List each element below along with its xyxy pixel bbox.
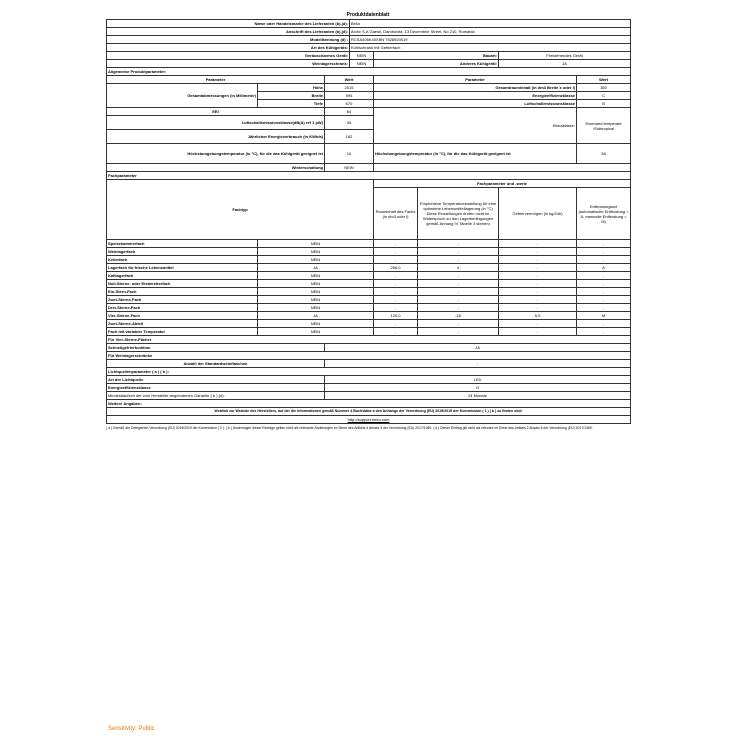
row-value-2: Freistehendes Gerät	[499, 52, 631, 60]
compartment-volume: -	[374, 248, 418, 256]
compartment-defrost: -	[577, 256, 631, 264]
compartment-present: NEIN	[258, 256, 374, 264]
eei-value: 84	[325, 108, 374, 116]
empty-cell	[374, 164, 631, 172]
section-heading: Für Vier-Sterne-Fächer	[107, 336, 631, 344]
compartment-freezing: -	[499, 304, 577, 312]
min-temp-label: Höchstumgebungstemperatur (in °C), für die das Kühlgerät geeignet ist	[107, 144, 325, 164]
compartment-defrost: -	[577, 248, 631, 256]
row-label: Weinlagerschrank:	[107, 60, 350, 68]
climate-label: Klimaklasse:	[374, 108, 577, 144]
height-value: 2015	[325, 84, 374, 92]
height-row	[107, 84, 631, 92]
max-temp-value: 38	[577, 144, 631, 164]
further-heading-row	[107, 400, 631, 408]
section-heading: Für Weinlagerschränke	[107, 352, 631, 360]
footnote: ( a ) Gemäß der Delegierten Verordnung (EU) 2019/2019 der Kommission ( 2 ). ( b ) Änderungen dieser Einträge gelten nicht als relevante Änderungen im Sinne des Artikels 4 Absatz 4 der Verordnung (EU) 2017/1369. ( d ) Dieser Eintrag gilt nicht als relevant im Sinne des Artikels 2 Absatz 6 der Verordnung (EU) 2017/1369.	[106, 426, 593, 430]
row-value: Arctic S.A Gaesti, Dambovita, 13 Decembrie Street, No 210, Romania	[350, 28, 631, 36]
table-row	[107, 328, 631, 336]
compartment-name: Speisekammerfach	[107, 240, 258, 248]
compartment-volume: -	[374, 280, 418, 288]
compartment-temp: -	[418, 296, 499, 304]
table-row	[107, 312, 631, 320]
compartment-freezing: -	[499, 272, 577, 280]
row-value-2: JA	[499, 60, 631, 68]
compartment-present: NEIN	[258, 296, 374, 304]
row-value: NEIN	[350, 52, 374, 60]
quick-freeze-value: JA	[325, 344, 631, 352]
website-link-row	[107, 416, 631, 424]
quick-freeze-label: Schnellgefrierfunktion	[107, 344, 325, 352]
freezing-capacity-header: Gefriervermögen (in kg/24h)	[499, 188, 577, 240]
dimensions-label: Gesamtabmessungen (in Millimeter)	[107, 84, 258, 108]
wine-count-row	[107, 360, 631, 368]
appliance-type-row	[107, 44, 631, 52]
warranty-row	[107, 392, 631, 400]
value-header: Wert	[325, 76, 374, 84]
compartment-temp: -	[418, 240, 499, 248]
total-volume-label: Gesamtrauminhalt (in dm3 Breite x oder l)	[374, 84, 577, 92]
warranty-label: Mindestlaufzeit der vom Hersteller angebotenen Garantie ( b ),(d) :	[107, 392, 325, 400]
compartment-volume: -	[374, 328, 418, 336]
compartment-temp: -	[418, 328, 499, 336]
table-row	[107, 256, 631, 264]
volume-header: Rauminhalt des Fachs (in dm3 oder l)	[374, 188, 418, 240]
energy-label: Jährlicher Energieverbrauch (in KWh/a)	[107, 130, 325, 144]
support-link[interactable]: http://support.beko.com	[107, 416, 631, 424]
climate-value: Extended temperate /Subtropical	[577, 108, 631, 144]
address-row	[107, 28, 631, 36]
light-type-row	[107, 376, 631, 384]
compartment-present: NEIN	[258, 280, 374, 288]
depth-value: 670	[325, 100, 374, 108]
row-value: NEIN	[350, 60, 374, 68]
section-heading: Lichtquellenparameter ( a ) ( b ):	[107, 368, 631, 376]
min-temp-value: 10	[325, 144, 374, 164]
model-row	[107, 36, 631, 44]
supplier-row	[107, 20, 631, 28]
compartment-present: JA	[258, 264, 374, 272]
compartment-present: NEIN	[258, 272, 374, 280]
height-label: Höhe	[258, 84, 325, 92]
value-header-2: Wert	[577, 76, 631, 84]
table-row	[107, 320, 631, 328]
eei-label: EEI	[107, 108, 325, 116]
compartment-freezing: -	[499, 264, 577, 272]
param-header: Parameter	[107, 76, 325, 84]
row-value: RCSA406K40XBN 7528920019	[350, 36, 631, 44]
wine-heading-row	[107, 352, 631, 360]
compartment-name: Kellerfach	[107, 256, 258, 264]
compartment-temp: -	[418, 288, 499, 296]
compartment-volume: -	[374, 288, 418, 296]
compartment-defrost: -	[577, 288, 631, 296]
compartment-name: Ein-Stern-Fach	[107, 288, 258, 296]
datasheet-table	[106, 19, 631, 424]
compartment-name: Weinlagerfach	[107, 248, 258, 256]
low-noise-row	[107, 52, 631, 60]
compartment-volume: 120.0	[374, 312, 418, 320]
compartment-name: Zwei-Sterne-Fach	[107, 296, 258, 304]
table-row	[107, 288, 631, 296]
compartment-present: NEIN	[258, 240, 374, 248]
light-type-value: LED	[325, 376, 631, 384]
compartment-defrost: -	[577, 240, 631, 248]
compartment-defrost: -	[577, 272, 631, 280]
row-label: Geräuscharmes Gerät:	[107, 52, 350, 60]
comp-group-header-row	[107, 180, 631, 188]
compartment-volume: -	[374, 256, 418, 264]
width-label: Breite	[258, 92, 325, 100]
quick-freeze-row	[107, 344, 631, 352]
table-row	[107, 240, 631, 248]
compartment-present: JA	[258, 312, 374, 320]
energy-value: 182	[325, 130, 374, 144]
compartment-volume: 266.0	[374, 264, 418, 272]
compartment-name: Vier-Sterne-Fach	[107, 312, 258, 320]
compartment-freezing: -	[499, 288, 577, 296]
table-row	[107, 304, 631, 312]
row-label: Modellkennung (d) :	[107, 36, 350, 44]
compartment-name: Zwei-Sterne-Abteil	[107, 320, 258, 328]
row-label: Name oder Handelsmarke des Lieferanten (b),(d):	[107, 20, 350, 28]
row-value: Kühlschrank mit Gefrierfach	[350, 44, 631, 52]
winter-value: NEIN	[325, 164, 374, 172]
noise-class-label: Luftschallemissionsklasse	[374, 100, 577, 108]
total-volume-value: 360	[577, 84, 631, 92]
depth-label: Tiefe	[258, 100, 325, 108]
compartment-heading-row	[107, 172, 631, 180]
section-heading: Fachparameter	[107, 172, 631, 180]
compartment-freezing: -	[499, 328, 577, 336]
light-type-label: Art der Lichtquelle	[107, 376, 325, 384]
warranty-value: 24 Monate	[325, 392, 631, 400]
table-row	[107, 248, 631, 256]
compartment-freezing: -	[499, 296, 577, 304]
compartment-defrost: -	[577, 328, 631, 336]
param-header-2: Parameter	[374, 76, 577, 84]
eei-row	[107, 108, 631, 116]
compartment-group-header: Fachparameter und -werte	[374, 180, 631, 188]
noise-class-value: B	[577, 100, 631, 108]
compartment-temp: -	[418, 320, 499, 328]
compartment-defrost: -	[577, 320, 631, 328]
table-row	[107, 280, 631, 288]
compartment-type-header: Fachtyp	[107, 180, 374, 240]
compartment-temp: -	[418, 248, 499, 256]
section-heading: Weitere Angaben:	[107, 400, 631, 408]
compartment-defrost: -	[577, 280, 631, 288]
compartment-defrost: A	[577, 264, 631, 272]
max-temp-label: Höchstumgebungstemperatur (in °C), für die das Kühlgerät geeignet ist	[374, 144, 577, 164]
light-class-row	[107, 384, 631, 392]
light-heading-row	[107, 368, 631, 376]
row-label: Art des Kühlgeräts:	[107, 44, 350, 52]
wine-count-value: -	[325, 360, 631, 368]
sensitivity-label: Sensitivity: Public	[108, 726, 155, 732]
row-value: Beko	[350, 20, 631, 28]
compartment-defrost: -	[577, 296, 631, 304]
compartment-temp: -	[418, 304, 499, 312]
compartment-temp: 4	[418, 264, 499, 272]
compartment-name: Fach mit variabler Temperatur	[107, 328, 258, 336]
compartment-temp: -	[418, 256, 499, 264]
winter-row	[107, 164, 631, 172]
compartment-freezing: 5.5	[499, 312, 577, 320]
document-title: Produktdatenblatt	[346, 12, 390, 18]
table-row	[107, 296, 631, 304]
compartment-freezing: -	[499, 240, 577, 248]
noise-value: 35	[325, 116, 374, 130]
row-label: Anschrift des Lieferanten (b),(d):	[107, 28, 350, 36]
compartment-defrost: M	[577, 312, 631, 320]
compartment-name: Lagerfach für frische Lebensmittel	[107, 264, 258, 272]
compartment-temp: -	[418, 280, 499, 288]
compartment-temp: -	[418, 272, 499, 280]
compartment-present: NEIN	[258, 248, 374, 256]
compartment-freezing: -	[499, 280, 577, 288]
compartment-present: NEIN	[258, 304, 374, 312]
defrost-type-header: Entfrostungsart (automatische Entfrostung = A, manuelle Entfrostung = M)	[577, 188, 631, 240]
compartment-freezing: -	[499, 320, 577, 328]
website-note: Weblink zur Website des Herstellers, auf der die Informationen gemäß Nummer 4 Buchstabe a des Anhangs der Verordnung (EU) 2019/2019 der Kommission ( 1 ) ( b ) zu finden sind:	[107, 408, 631, 416]
section-heading: Allgemeine Produktparameter:	[107, 68, 631, 76]
compartment-name: Drei-Sterne-Fach	[107, 304, 258, 312]
four-star-heading-row	[107, 336, 631, 344]
light-class-label: Energieeffizienzklasse	[107, 384, 325, 392]
compartment-volume: -	[374, 304, 418, 312]
product-datasheet	[106, 12, 630, 431]
compartment-volume: -	[374, 296, 418, 304]
compartment-freezing: -	[499, 256, 577, 264]
row-label-2: Anderes Kühlgerät:	[374, 60, 499, 68]
compartment-defrost: -	[577, 304, 631, 312]
compartment-temp: -18	[418, 312, 499, 320]
row-label-2: Bauart:	[374, 52, 499, 60]
width-value: 595	[325, 92, 374, 100]
compartment-volume: -	[374, 240, 418, 248]
wine-count-label: Anzahl der Standardweinflaschen	[107, 360, 325, 368]
recommended-temp-header: Empfohlene Temperatureinstellung für eine optimierte Lebensmittellagerung (in °C) Diese Einstellungen dürfen nicht im Widerspruch zu den Lagerbedingungen gemäß Anhang IV Tabelle 3 stehen)	[418, 188, 499, 240]
general-heading-row	[107, 68, 631, 76]
energy-class-value: C	[577, 92, 631, 100]
table-row	[107, 264, 631, 272]
light-class-value: G	[325, 384, 631, 392]
compartment-present: NEIN	[258, 328, 374, 336]
compartment-name: Null-Sterne- oder Eisbereiterfach	[107, 280, 258, 288]
winter-label: Winterschaltung	[107, 164, 325, 172]
website-note-row	[107, 408, 631, 416]
compartment-present: NEIN	[258, 288, 374, 296]
temperature-row	[107, 144, 631, 164]
table-row	[107, 272, 631, 280]
compartment-name: Kaltlagerfach	[107, 272, 258, 280]
compartment-volume: -	[374, 272, 418, 280]
noise-label: Luftschallemissionsklasse(dB(A) ref 1 pW)	[107, 116, 325, 130]
param-header-row	[107, 76, 631, 84]
compartment-present: NEIN	[258, 320, 374, 328]
compartment-volume: -	[374, 320, 418, 328]
compartment-freezing: -	[499, 248, 577, 256]
wine-cabinet-row	[107, 60, 631, 68]
energy-class-label: Energieeffizienzklasse	[374, 92, 577, 100]
